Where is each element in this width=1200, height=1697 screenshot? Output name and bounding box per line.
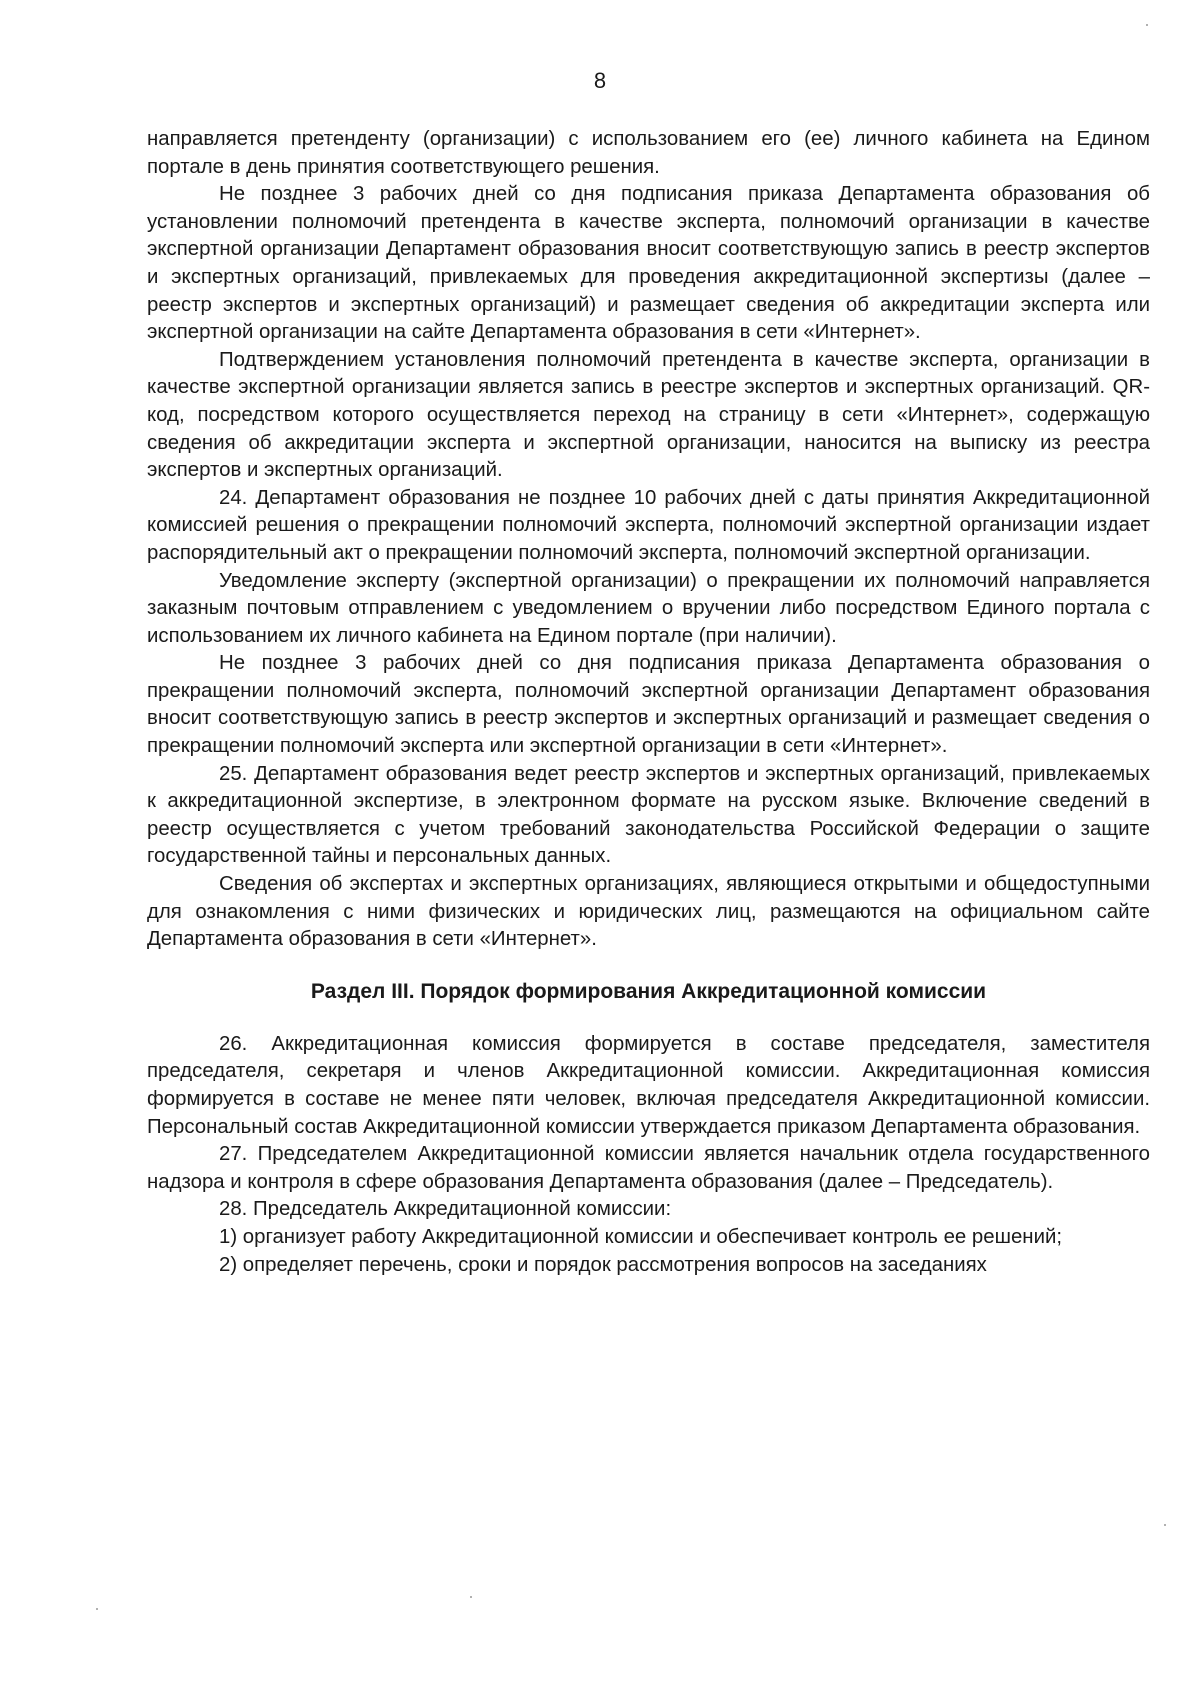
page-number: 8 bbox=[593, 68, 607, 93]
scan-speck bbox=[96, 1608, 98, 1610]
paragraph: Не позднее 3 рабочих дней со дня подписания приказа Департамента образования об установлении полномочий претендента в качестве эксперта, полномочий организации в качестве экспертной организации Департамент образования вносит соответствующую запись в реестр экспертов и экспертных организаций, привлекаемых для проведения аккредитационной экспертизы (далее – реестр экспертов и экспертных организаций) и размещает сведения об аккредитации эксперта или экспертной организации на сайте Департамента образования в сети «Интернет». bbox=[147, 183, 1150, 344]
paragraphs-part1 bbox=[147, 126, 1150, 954]
paragraph: Сведения об экспертах и экспертных организациях, являющиеся открытыми и общедоступными для ознакомления с ними физических и юридических лиц, размещаются на официальном сайте Департамента образования в сети «Интернет». bbox=[147, 873, 1150, 951]
section-title: Раздел III. Порядок формирования Аккредитационной комиссии bbox=[310, 979, 987, 1003]
paragraph-item-28: 28. Председатель Аккредитационной комиссии: bbox=[219, 1198, 672, 1221]
scan-speck bbox=[470, 1596, 472, 1598]
paragraph: Не позднее 3 рабочих дней со дня подписания приказа Департамента образования о прекращении полномочий эксперта, полномочий экспертной организации Департамент образования вносит соответствующую запись в реестр экспертов и экспертных организаций и размещает сведения о прекращении полномочий эксперта или экспертной организации в сети «Интернет». bbox=[147, 652, 1150, 758]
scan-speck bbox=[1146, 24, 1148, 26]
paragraph: Подтверждением установления полномочий претендента в качестве эксперта, организации в качестве экспертной организации является запись в реестре экспертов и экспертных организаций. QR-код, посредством которого осуществляется переход на страницу в сети «Интернет», содержащую сведения об аккредитации эксперта и экспертной организации, наносится на выписку из реестра экспертов и экспертных организаций. bbox=[147, 348, 1150, 482]
paragraph: Уведомление эксперту (экспертной организации) о прекращении их полномочий направляется заказным почтовым отправлением с уведомлением о вручении либо посредством Единого портала с использованием их личного кабинета на Едином портале (при наличии). bbox=[147, 569, 1150, 647]
paragraph: направляется претенденту (организации) с использованием его (ее) личного кабинета на Едином портале в день принятия соответствующего решения. bbox=[147, 128, 1150, 178]
scan-speck bbox=[1164, 1524, 1166, 1526]
paragraph-item-26: 26. Аккредитационная комиссия формируется в составе председателя, заместителя председателя, секретаря и членов Аккредитационной комиссии. Аккредитационная комиссия формируется в составе не менее пяти человек, включая председателя Аккредитационной комиссии. Персональный состав Аккредитационной комиссии утверждается приказом Департамента образования. bbox=[147, 1032, 1150, 1138]
paragraph-item-25: 25. Департамент образования ведет реестр экспертов и экспертных организаций, привлекаемых к аккредитационной экспертизе, в электронном формате на русском языке. Включение сведений в реестр осуществляется с учетом требований законодательства Российской Федерации о защите государственной тайны и персональных данных. bbox=[147, 762, 1150, 868]
list-item: 1) организует работу Аккредитационной комиссии и обеспечивает контроль ее решений; bbox=[219, 1225, 1063, 1248]
paragraph-item-27: 27. Председателем Аккредитационной комиссии является начальник отдела государственного надзора и контроля в сфере образования Департамента образования (далее – Председатель). bbox=[147, 1143, 1150, 1193]
document-body bbox=[147, 126, 1150, 1279]
paragraph-item-24: 24. Департамент образования не позднее 10 рабочих дней с даты принятия Аккредитационной комиссией решения о прекращении полномочий эксперта, полномочий экспертной организации издает распорядительный акт о прекращении полномочий эксперта, полномочий экспертной организации. bbox=[147, 486, 1150, 564]
list-item: 2) определяет перечень, сроки и порядок рассмотрения вопросов на заседаниях bbox=[219, 1253, 987, 1276]
paragraphs-part2 bbox=[147, 1031, 1150, 1279]
